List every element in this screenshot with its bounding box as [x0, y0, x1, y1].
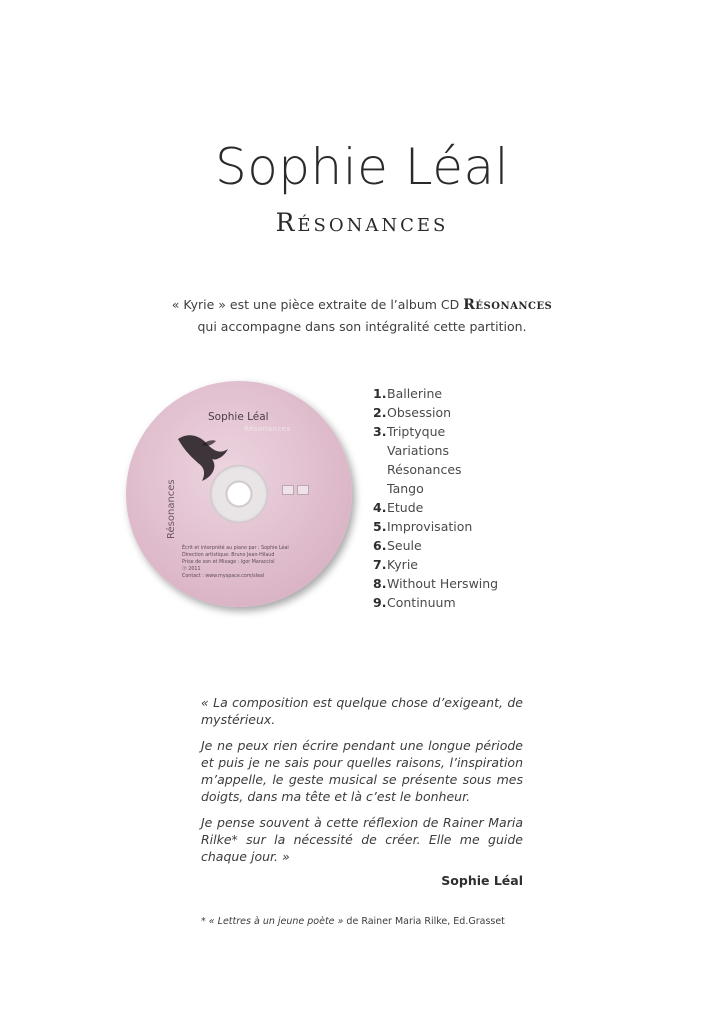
intro-text: [0, 294, 724, 338]
track-item: [373, 384, 498, 403]
track-title: Tango: [387, 481, 424, 496]
track-subitem: [373, 460, 498, 479]
track-number: 6.: [373, 538, 387, 553]
track-title: Seule: [387, 538, 422, 553]
cd-credit-line: Ⓟ 2011: [182, 567, 201, 572]
intro-line-1: [0, 294, 724, 316]
intro-album-name: Résonances: [463, 297, 553, 313]
track-number: 4.: [373, 500, 387, 515]
cd-image: [126, 381, 352, 607]
track-title: Kyrie: [387, 557, 418, 572]
intro-line-1-prefix: « Kyrie » est une pièce extraite de l’album CD: [171, 297, 464, 312]
track-title: Etude: [387, 500, 424, 515]
cd-logos: [282, 485, 309, 495]
cd-vertical-title: Résonances: [166, 479, 177, 539]
cd-logo-1: [282, 485, 294, 495]
track-item: [373, 574, 498, 593]
quote-paragraph: Je pense souvent à cette réflexion de Rainer Maria Rilke* sur la nécessité de créer. Elle me guide chaque jour. »: [201, 815, 523, 864]
intro-line-2: qui accompagne dans son intégralité cette partition.: [197, 319, 527, 334]
quote-paragraph: « La composition est quelque chose d’exigeant, de mystérieux.: [201, 695, 523, 727]
track-number: 1.: [373, 386, 387, 401]
tracklist: [373, 384, 498, 612]
track-item: [373, 555, 498, 574]
footnote-marker: *: [201, 916, 209, 927]
footnote-source: de Rainer Maria Rilke, Ed.Grasset: [343, 916, 505, 927]
track-title: Ballerine: [387, 386, 443, 401]
track-title: Obsession: [387, 405, 452, 420]
cd-album-faint: Résonances: [244, 425, 291, 433]
track-item: [373, 422, 498, 441]
cd-credit-line: Contact : www.myspace.com/sleal: [182, 574, 265, 579]
track-subitem: [373, 479, 498, 498]
track-item: [373, 403, 498, 422]
track-title: Improvisation: [387, 519, 473, 534]
track-title: Without Herswing: [387, 576, 499, 591]
track-number: 5.: [373, 519, 387, 534]
track-number: 3.: [373, 424, 387, 439]
footnote-book-title: « Lettres à un jeune poète »: [208, 916, 344, 927]
track-item: [373, 517, 498, 536]
track-subitem: [373, 441, 498, 460]
cd-credit-line: Direction artistique: Bruno Jean-Hilaud: [182, 553, 275, 558]
track-title: Continuum: [387, 595, 456, 610]
track-number: 9.: [373, 595, 387, 610]
track-title: Triptyque: [387, 424, 446, 439]
cd-credits: [182, 545, 289, 580]
artist-name: Sophie Léal: [214, 138, 510, 196]
quote-paragraph: Je ne peux rien écrire pendant une longue période et puis je ne sais pour quelles raisons, l’inspiration m’appelle, le geste musical se présente sous mes doigts, dans ma tête et là c’est le bonheur.: [201, 738, 523, 804]
cd-logo-2: [297, 485, 309, 495]
footnote: [201, 916, 505, 927]
track-number: 7.: [373, 557, 387, 572]
track-title: Variations: [387, 443, 449, 458]
cd-credit-line: Écrit et interprété au piano par : Sophie Léal: [182, 546, 289, 551]
quote-signature: Sophie Léal: [441, 873, 523, 888]
track-number: 2.: [373, 405, 387, 420]
cd-credit-line: Prise de son et Mixage : Igor Maracciol: [182, 560, 275, 565]
track-item: [373, 536, 498, 555]
track-item: [373, 593, 498, 612]
cd-artist: Sophie Léal: [208, 411, 269, 423]
track-number: 8.: [373, 576, 387, 591]
album-title: Résonances: [275, 208, 449, 237]
composer-quote: [201, 694, 523, 874]
track-item: [373, 498, 498, 517]
track-title: Résonances: [387, 462, 462, 477]
cd-hub: [210, 465, 268, 523]
